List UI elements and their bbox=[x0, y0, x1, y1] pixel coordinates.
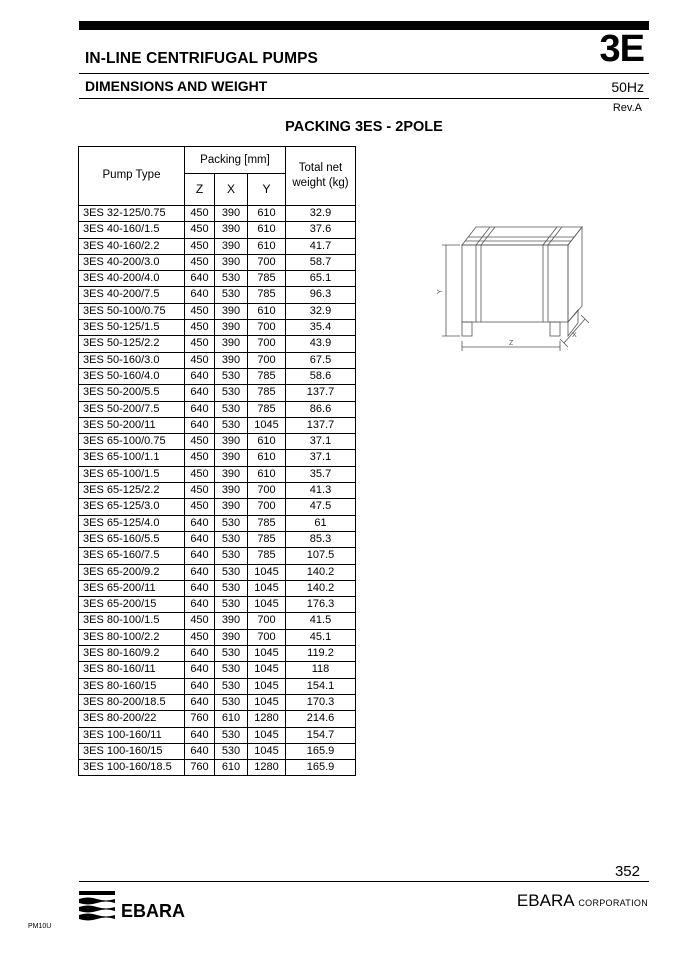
cell-weight: 67.5 bbox=[286, 352, 356, 368]
table-row bbox=[79, 271, 356, 287]
cell-z: 640 bbox=[185, 385, 215, 401]
cell-pump-type: 3ES 80-160/15 bbox=[79, 678, 185, 694]
header-packing: Packing [mm] bbox=[185, 147, 286, 174]
cell-weight: 170.3 bbox=[286, 694, 356, 710]
series-code: 3E bbox=[599, 28, 644, 70]
cell-weight: 41.7 bbox=[286, 238, 356, 254]
table-row bbox=[79, 352, 356, 368]
table-row bbox=[79, 531, 356, 547]
cell-pump-type: 3ES 100-160/18.5 bbox=[79, 760, 185, 776]
table-row bbox=[79, 597, 356, 613]
cell-z: 450 bbox=[185, 483, 215, 499]
cell-weight: 41.3 bbox=[286, 483, 356, 499]
frequency-label: 50Hz bbox=[611, 79, 644, 95]
table-row bbox=[79, 466, 356, 482]
cell-weight: 35.7 bbox=[286, 466, 356, 482]
cell-weight: 37.6 bbox=[286, 222, 356, 238]
cell-pump-type: 3ES 65-100/1.5 bbox=[79, 466, 185, 482]
cell-weight: 47.5 bbox=[286, 499, 356, 515]
cell-weight: 43.9 bbox=[286, 336, 356, 352]
dimension-z-label: Z bbox=[509, 340, 514, 347]
cell-x: 390 bbox=[215, 222, 248, 238]
page-subtitle: DIMENSIONS AND WEIGHT bbox=[85, 78, 268, 94]
cell-x: 530 bbox=[215, 271, 248, 287]
table-row bbox=[79, 515, 356, 531]
cell-pump-type: 3ES 80-200/22 bbox=[79, 711, 185, 727]
cell-z: 640 bbox=[185, 515, 215, 531]
cell-x: 530 bbox=[215, 368, 248, 384]
cell-y: 785 bbox=[248, 531, 286, 547]
cell-weight: 119.2 bbox=[286, 646, 356, 662]
cell-weight: 37.1 bbox=[286, 450, 356, 466]
cell-y: 1280 bbox=[248, 711, 286, 727]
table-row bbox=[79, 385, 356, 401]
cell-z: 640 bbox=[185, 727, 215, 743]
cell-y: 1280 bbox=[248, 760, 286, 776]
cell-pump-type: 3ES 50-100/0.75 bbox=[79, 303, 185, 319]
table-row bbox=[79, 336, 356, 352]
table-row bbox=[79, 450, 356, 466]
cell-x: 530 bbox=[215, 287, 248, 303]
header-z: Z bbox=[185, 174, 215, 206]
header-divider bbox=[79, 73, 649, 74]
dimension-y-label: Y bbox=[437, 289, 444, 294]
cell-pump-type: 3ES 65-160/7.5 bbox=[79, 548, 185, 564]
cell-z: 640 bbox=[185, 401, 215, 417]
cell-y: 610 bbox=[248, 222, 286, 238]
footer-divider bbox=[79, 881, 649, 882]
cell-z: 450 bbox=[185, 466, 215, 482]
cell-weight: 140.2 bbox=[286, 580, 356, 596]
cell-z: 640 bbox=[185, 564, 215, 580]
cell-z: 760 bbox=[185, 760, 215, 776]
table-row bbox=[79, 238, 356, 254]
cell-x: 530 bbox=[215, 548, 248, 564]
cell-weight: 107.5 bbox=[286, 548, 356, 564]
cell-y: 610 bbox=[248, 303, 286, 319]
cell-x: 390 bbox=[215, 320, 248, 336]
cell-pump-type: 3ES 100-160/15 bbox=[79, 743, 185, 759]
cell-y: 1045 bbox=[248, 694, 286, 710]
page-title: IN-LINE CENTRIFUGAL PUMPS bbox=[85, 50, 318, 67]
cell-y: 610 bbox=[248, 434, 286, 450]
table-row bbox=[79, 678, 356, 694]
cell-x: 530 bbox=[215, 515, 248, 531]
cell-x: 530 bbox=[215, 678, 248, 694]
header-y: Y bbox=[248, 174, 286, 206]
table-row bbox=[79, 287, 356, 303]
cell-y: 1045 bbox=[248, 417, 286, 433]
cell-y: 785 bbox=[248, 548, 286, 564]
cell-z: 450 bbox=[185, 206, 215, 222]
table-row bbox=[79, 254, 356, 270]
cell-pump-type: 3ES 65-100/0.75 bbox=[79, 434, 185, 450]
cell-weight: 140.2 bbox=[286, 564, 356, 580]
cell-z: 760 bbox=[185, 711, 215, 727]
packing-table bbox=[78, 146, 356, 776]
cell-y: 700 bbox=[248, 320, 286, 336]
cell-y: 610 bbox=[248, 450, 286, 466]
cell-pump-type: 3ES 40-200/4.0 bbox=[79, 271, 185, 287]
cell-x: 390 bbox=[215, 613, 248, 629]
cell-weight: 58.6 bbox=[286, 368, 356, 384]
cell-pump-type: 3ES 40-200/3.0 bbox=[79, 254, 185, 270]
cell-x: 610 bbox=[215, 711, 248, 727]
document-code: PM10U bbox=[28, 923, 52, 930]
cell-z: 640 bbox=[185, 662, 215, 678]
table-row bbox=[79, 401, 356, 417]
header-total-weight: Total net weight (kg) bbox=[286, 147, 356, 206]
table-row bbox=[79, 206, 356, 222]
cell-pump-type: 3ES 100-160/11 bbox=[79, 727, 185, 743]
cell-z: 450 bbox=[185, 238, 215, 254]
cell-weight: 165.9 bbox=[286, 760, 356, 776]
cell-pump-type: 3ES 65-125/4.0 bbox=[79, 515, 185, 531]
cell-x: 530 bbox=[215, 401, 248, 417]
cell-x: 530 bbox=[215, 564, 248, 580]
cell-y: 785 bbox=[248, 271, 286, 287]
cell-x: 390 bbox=[215, 206, 248, 222]
cell-z: 450 bbox=[185, 613, 215, 629]
cell-y: 1045 bbox=[248, 564, 286, 580]
cell-z: 450 bbox=[185, 222, 215, 238]
packing-crate-diagram bbox=[432, 213, 592, 358]
section-title: PACKING 3ES - 2POLE bbox=[285, 119, 443, 135]
cell-pump-type: 3ES 65-100/1.1 bbox=[79, 450, 185, 466]
table-row bbox=[79, 417, 356, 433]
revision-label: Rev.A bbox=[612, 102, 642, 114]
cell-y: 785 bbox=[248, 385, 286, 401]
cell-x: 390 bbox=[215, 254, 248, 270]
subheader-divider bbox=[79, 98, 649, 99]
cell-pump-type: 3ES 80-160/11 bbox=[79, 662, 185, 678]
table-row bbox=[79, 222, 356, 238]
table-row bbox=[79, 303, 356, 319]
cell-y: 785 bbox=[248, 515, 286, 531]
table-row bbox=[79, 743, 356, 759]
cell-weight: 41.5 bbox=[286, 613, 356, 629]
cell-pump-type: 3ES 80-160/9.2 bbox=[79, 646, 185, 662]
cell-pump-type: 3ES 50-200/7.5 bbox=[79, 401, 185, 417]
cell-y: 1045 bbox=[248, 646, 286, 662]
cell-y: 700 bbox=[248, 254, 286, 270]
cell-weight: 37.1 bbox=[286, 434, 356, 450]
cell-y: 1045 bbox=[248, 580, 286, 596]
cell-x: 530 bbox=[215, 662, 248, 678]
cell-z: 640 bbox=[185, 368, 215, 384]
cell-y: 785 bbox=[248, 287, 286, 303]
table-row bbox=[79, 727, 356, 743]
cell-y: 700 bbox=[248, 613, 286, 629]
table-row bbox=[79, 694, 356, 710]
logo-wordmark: EBARA bbox=[121, 901, 186, 921]
table-row bbox=[79, 662, 356, 678]
brand-suffix: CORPORATION bbox=[578, 898, 648, 908]
cell-x: 530 bbox=[215, 531, 248, 547]
cell-pump-type: 3ES 50-200/5.5 bbox=[79, 385, 185, 401]
cell-weight: 137.7 bbox=[286, 385, 356, 401]
cell-x: 390 bbox=[215, 629, 248, 645]
cell-z: 640 bbox=[185, 646, 215, 662]
table-body bbox=[79, 206, 356, 776]
cell-weight: 96.3 bbox=[286, 287, 356, 303]
cell-weight: 85.3 bbox=[286, 531, 356, 547]
cell-z: 450 bbox=[185, 303, 215, 319]
table-row bbox=[79, 760, 356, 776]
cell-pump-type: 3ES 50-125/1.5 bbox=[79, 320, 185, 336]
table-row bbox=[79, 499, 356, 515]
cell-pump-type: 3ES 65-200/11 bbox=[79, 580, 185, 596]
cell-pump-type: 3ES 65-200/15 bbox=[79, 597, 185, 613]
page-number: 352 bbox=[614, 863, 640, 880]
cell-z: 640 bbox=[185, 743, 215, 759]
table-row bbox=[79, 434, 356, 450]
cell-pump-type: 3ES 65-125/2.2 bbox=[79, 483, 185, 499]
cell-x: 530 bbox=[215, 727, 248, 743]
cell-x: 390 bbox=[215, 434, 248, 450]
cell-y: 700 bbox=[248, 499, 286, 515]
cell-y: 1045 bbox=[248, 743, 286, 759]
cell-weight: 137.7 bbox=[286, 417, 356, 433]
cell-z: 450 bbox=[185, 254, 215, 270]
cell-z: 640 bbox=[185, 597, 215, 613]
cell-pump-type: 3ES 40-160/2.2 bbox=[79, 238, 185, 254]
cell-weight: 176.3 bbox=[286, 597, 356, 613]
cell-weight: 32.9 bbox=[286, 206, 356, 222]
cell-z: 640 bbox=[185, 694, 215, 710]
cell-pump-type: 3ES 80-100/2.2 bbox=[79, 629, 185, 645]
ebara-logo bbox=[79, 889, 199, 923]
cell-y: 1045 bbox=[248, 678, 286, 694]
cell-pump-type: 3ES 40-200/7.5 bbox=[79, 287, 185, 303]
cell-y: 610 bbox=[248, 466, 286, 482]
cell-z: 450 bbox=[185, 352, 215, 368]
table-row bbox=[79, 564, 356, 580]
cell-x: 390 bbox=[215, 238, 248, 254]
cell-x: 390 bbox=[215, 499, 248, 515]
cell-x: 610 bbox=[215, 760, 248, 776]
cell-x: 390 bbox=[215, 352, 248, 368]
cell-pump-type: 3ES 65-200/9.2 bbox=[79, 564, 185, 580]
cell-y: 610 bbox=[248, 238, 286, 254]
cell-weight: 165.9 bbox=[286, 743, 356, 759]
cell-x: 530 bbox=[215, 743, 248, 759]
table-row bbox=[79, 548, 356, 564]
cell-pump-type: 3ES 32-125/0.75 bbox=[79, 206, 185, 222]
cell-x: 530 bbox=[215, 417, 248, 433]
cell-weight: 214.6 bbox=[286, 711, 356, 727]
cell-z: 640 bbox=[185, 417, 215, 433]
crate-top-face bbox=[462, 227, 582, 245]
cell-y: 610 bbox=[248, 206, 286, 222]
table-row bbox=[79, 320, 356, 336]
cell-x: 390 bbox=[215, 303, 248, 319]
brand-main: EBARA bbox=[516, 891, 574, 910]
cell-weight: 154.7 bbox=[286, 727, 356, 743]
cell-weight: 61 bbox=[286, 515, 356, 531]
cell-x: 390 bbox=[215, 466, 248, 482]
cell-z: 450 bbox=[185, 434, 215, 450]
cell-y: 1045 bbox=[248, 662, 286, 678]
cell-x: 390 bbox=[215, 483, 248, 499]
cell-z: 450 bbox=[185, 499, 215, 515]
cell-y: 700 bbox=[248, 629, 286, 645]
cell-z: 640 bbox=[185, 580, 215, 596]
cell-weight: 45.1 bbox=[286, 629, 356, 645]
cell-y: 700 bbox=[248, 352, 286, 368]
cell-pump-type: 3ES 50-160/4.0 bbox=[79, 368, 185, 384]
cell-x: 530 bbox=[215, 646, 248, 662]
cell-pump-type: 3ES 50-200/11 bbox=[79, 417, 185, 433]
crate-front-face bbox=[462, 245, 568, 322]
cell-z: 640 bbox=[185, 287, 215, 303]
table-row bbox=[79, 629, 356, 645]
cell-x: 390 bbox=[215, 336, 248, 352]
table-row bbox=[79, 646, 356, 662]
cell-z: 450 bbox=[185, 336, 215, 352]
cell-x: 530 bbox=[215, 597, 248, 613]
cell-pump-type: 3ES 50-160/3.0 bbox=[79, 352, 185, 368]
table-row bbox=[79, 711, 356, 727]
header-top-bar bbox=[79, 21, 649, 30]
cell-pump-type: 3ES 50-125/2.2 bbox=[79, 336, 185, 352]
cell-x: 530 bbox=[215, 385, 248, 401]
cell-y: 1045 bbox=[248, 727, 286, 743]
table-row bbox=[79, 483, 356, 499]
cell-pump-type: 3ES 65-160/5.5 bbox=[79, 531, 185, 547]
cell-z: 640 bbox=[185, 678, 215, 694]
brand-name bbox=[517, 891, 648, 911]
dimension-x-label: X bbox=[572, 332, 577, 339]
cell-weight: 32.9 bbox=[286, 303, 356, 319]
cell-weight: 35.4 bbox=[286, 320, 356, 336]
cell-x: 530 bbox=[215, 580, 248, 596]
cell-y: 700 bbox=[248, 483, 286, 499]
cell-weight: 86.6 bbox=[286, 401, 356, 417]
cell-z: 640 bbox=[185, 548, 215, 564]
cell-y: 785 bbox=[248, 368, 286, 384]
cell-y: 785 bbox=[248, 401, 286, 417]
cell-y: 1045 bbox=[248, 597, 286, 613]
cell-weight: 154.1 bbox=[286, 678, 356, 694]
cell-z: 640 bbox=[185, 531, 215, 547]
cell-pump-type: 3ES 40-160/1.5 bbox=[79, 222, 185, 238]
cell-z: 450 bbox=[185, 629, 215, 645]
cell-x: 390 bbox=[215, 450, 248, 466]
cell-weight: 118 bbox=[286, 662, 356, 678]
cell-weight: 65.1 bbox=[286, 271, 356, 287]
table-row bbox=[79, 580, 356, 596]
cell-pump-type: 3ES 80-200/18.5 bbox=[79, 694, 185, 710]
cell-x: 530 bbox=[215, 694, 248, 710]
cell-pump-type: 3ES 80-100/1.5 bbox=[79, 613, 185, 629]
cell-z: 450 bbox=[185, 450, 215, 466]
header-pump-type: Pump Type bbox=[79, 147, 185, 206]
header-x: X bbox=[215, 174, 248, 206]
table-row bbox=[79, 613, 356, 629]
cell-pump-type: 3ES 65-125/3.0 bbox=[79, 499, 185, 515]
cell-z: 640 bbox=[185, 271, 215, 287]
cell-z: 450 bbox=[185, 320, 215, 336]
cell-y: 700 bbox=[248, 336, 286, 352]
cell-weight: 58.7 bbox=[286, 254, 356, 270]
table-row bbox=[79, 368, 356, 384]
